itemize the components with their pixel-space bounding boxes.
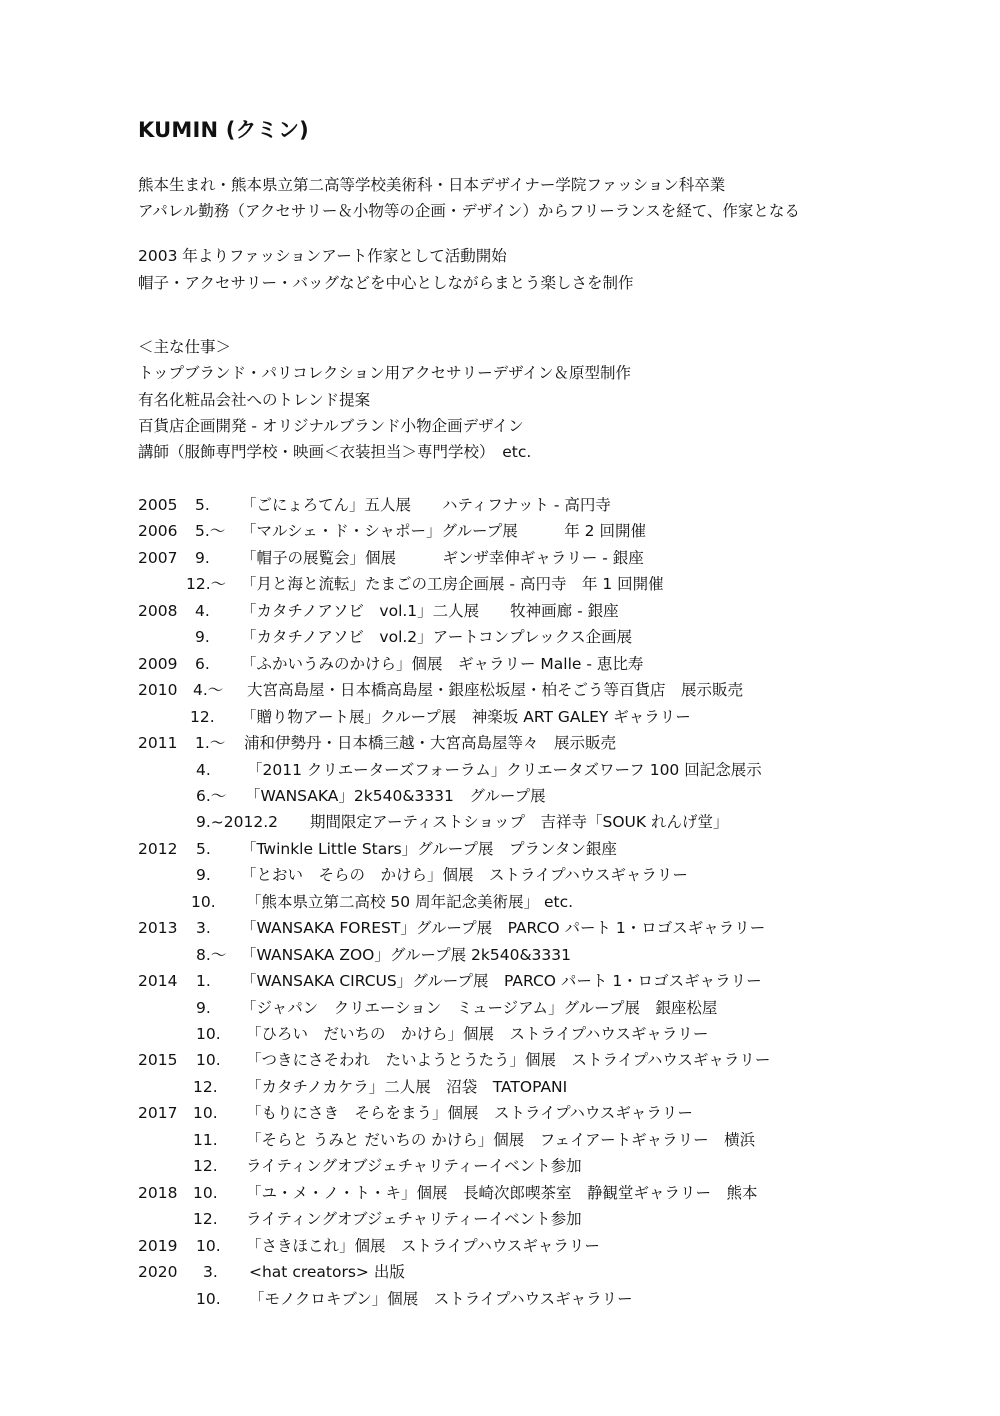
history-year: 2020 xyxy=(138,1263,178,1282)
history-month: 11. xyxy=(193,1130,218,1149)
history-event: 「月と海と流転」たまごの工房企画展 - 高円寺 年 1 回開催 xyxy=(241,575,664,594)
history-year: 2014 xyxy=(138,972,178,991)
history-month: 12. xyxy=(193,1210,218,1229)
works-item: 有名化粧品会社へのトレンド提案 xyxy=(138,391,371,409)
history-year: 2010 xyxy=(138,681,178,700)
history-row xyxy=(0,545,1000,571)
history-row xyxy=(0,677,1000,703)
history-event: 「モノクロキブン」個展 ストライプハウスギャラリー xyxy=(249,1289,633,1308)
history-month: 10. xyxy=(196,1051,221,1070)
history-year: 2007 xyxy=(138,548,178,567)
history-event: 「カタチノカケラ」二人展 沼袋 TATOPANI xyxy=(246,1077,568,1096)
history-year: 2019 xyxy=(138,1236,178,1255)
history-event: 「マルシェ・ド・シャポー」グループ展 年 2 回開催 xyxy=(241,522,646,541)
history-event: 「ふかいうみのかけら」個展 ギャラリー Malle - 恵比寿 xyxy=(241,654,644,673)
history-event: <hat creators> 出版 xyxy=(249,1263,405,1282)
history-month: 9. xyxy=(195,628,210,647)
history-month: 5. xyxy=(196,839,211,858)
history-row xyxy=(0,836,1000,862)
intro-line: アパレル勤務（アクセサリー＆小物等の企画・デザイン）からフリーランスを経て、作家となる xyxy=(138,202,800,220)
history-month: 10. xyxy=(196,1025,221,1043)
works-heading: ＜主な仕事＞ xyxy=(138,338,232,356)
history-row xyxy=(0,942,1000,968)
history-month: 12. xyxy=(190,707,215,726)
history-month: 6.～ xyxy=(196,786,227,805)
history-month: 10. xyxy=(196,1236,221,1255)
history-event: 「カタチノアソビ vol.2」アートコンプレックス企画展 xyxy=(241,628,633,647)
history-event: 「さきほこれ」個展 ストライプハウスギャラリー xyxy=(246,1236,600,1255)
history-month: 12. xyxy=(193,1077,218,1096)
history-event: ライティングオブジェチャリティーイベント参加 xyxy=(246,1210,582,1229)
history-month: 12. xyxy=(193,1157,218,1176)
history-month: 10. xyxy=(193,1104,218,1123)
history-row xyxy=(0,1074,1000,1100)
page-title: KUMIN (クミン) xyxy=(138,118,309,142)
history-event: 「Twinkle Little Stars」グループ展 プランタン銀座 xyxy=(241,839,617,858)
works-item: トップブランド・パリコレクション用アクセサリーデザイン＆原型制作 xyxy=(138,364,632,382)
history-event: 「熊本県立第二高校 50 周年記念美術展」 etc. xyxy=(246,892,574,911)
history-event: 「WANSAKA FOREST」グループ展 PARCO パート 1・ロゴスギャラリー xyxy=(241,919,766,938)
activity-line: 2003 年よりファッションアート作家として活動開始 xyxy=(138,247,507,265)
history-month: 8.～ xyxy=(196,945,227,964)
history-row xyxy=(0,1047,1000,1073)
history-row xyxy=(0,809,1000,835)
activity-line: 帽子・アクセサリー・バッグなどを中心としながらまとう楽しさを制作 xyxy=(138,274,634,292)
history-row xyxy=(0,651,1000,677)
history-row xyxy=(0,492,1000,518)
history-month: 9. xyxy=(195,548,210,567)
history-row xyxy=(0,889,1000,915)
history-event: ライティングオブジェチャリティーイベント参加 xyxy=(246,1157,582,1176)
history-event: 「WANSAKA」2k540&3331 グループ展 xyxy=(245,786,546,805)
history-year: 2011 xyxy=(138,734,178,753)
history-month: 9.~2012.2 xyxy=(196,813,279,832)
history-year: 2008 xyxy=(138,601,178,620)
history-row xyxy=(0,1180,1000,1206)
history-row xyxy=(0,624,1000,650)
history-event: 「もりにさき そらをまう」個展 ストライプハウスギャラリー xyxy=(246,1104,693,1123)
history-row xyxy=(0,1153,1000,1179)
history-event: 「帽子の展覧会」個展 ギンザ幸伸ギャラリー - 銀座 xyxy=(241,548,644,567)
history-row xyxy=(0,730,1000,756)
history-year: 2013 xyxy=(138,919,178,938)
history-event: 「ごにょろてん」五人展 ハティフナット - 高円寺 xyxy=(241,496,611,514)
history-row xyxy=(0,1127,1000,1153)
history-month: 3. xyxy=(203,1263,218,1282)
history-row xyxy=(0,1021,1000,1047)
history-row xyxy=(0,1259,1000,1285)
history-month: 9. xyxy=(196,866,211,885)
history-event: 浦和伊勢丹・日本橋三越・大宮高島屋等々 展示販売 xyxy=(244,734,617,753)
history-month: 4. xyxy=(195,601,210,620)
history-row xyxy=(0,757,1000,783)
history-month: 1. xyxy=(196,972,211,991)
history-month: 12.～ xyxy=(186,575,227,594)
history-row xyxy=(0,704,1000,730)
history-month: 5.～ xyxy=(195,522,226,541)
history-month: 4. xyxy=(196,760,211,779)
history-event: 「つきにさそわれ たいようとうたう」個展 ストライプハウスギャラリー xyxy=(246,1051,771,1070)
history-row xyxy=(0,1100,1000,1126)
history-event: 期間限定アーティストショップ 吉祥寺「SOUK れんげ堂」 xyxy=(310,813,729,832)
history-event: 大宮高島屋・日本橋高島屋・銀座松坂屋・柏そごう等百貨店 展示販売 xyxy=(247,681,744,700)
history-month: 6. xyxy=(195,654,210,673)
history-event: 「とおい そらの かけら」個展 ストライプハウスギャラリー xyxy=(241,866,688,885)
history-year: 2009 xyxy=(138,654,178,673)
history-event: 「2011 クリエーターズフォーラム」クリエータズワーフ 100 回記念展示 xyxy=(247,760,762,779)
history-row xyxy=(0,1206,1000,1232)
history-month: 4.～ xyxy=(193,681,224,700)
history-year: 2018 xyxy=(138,1183,178,1202)
history-row xyxy=(0,598,1000,624)
history-row xyxy=(0,518,1000,544)
history-row xyxy=(0,995,1000,1021)
works-item: 百貨店企画開発 - オリジナルブランド小物企画デザイン xyxy=(138,417,524,435)
history-month: 10. xyxy=(193,1183,218,1202)
history-event: 「カタチノアソビ vol.1」二人展 牧神画廊 - 銀座 xyxy=(241,601,619,620)
history-event: 「ユ・メ・ノ・ト・キ」個展 長崎次郎喫茶室 静観堂ギャラリー 熊本 xyxy=(246,1183,758,1202)
history-year: 2012 xyxy=(138,839,178,858)
history-event: 「WANSAKA ZOO」グループ展 2k540&3331 xyxy=(241,945,571,964)
history-year: 2005 xyxy=(138,496,178,514)
history-row xyxy=(0,783,1000,809)
history-event: 「贈り物アート展」クループ展 神楽坂 ART GALEY ギャラリー xyxy=(241,707,691,726)
history-row xyxy=(0,571,1000,597)
works-item: 講師（服飾専門学校・映画＜衣装担当＞専門学校） etc. xyxy=(138,443,532,461)
history-year: 2006 xyxy=(138,522,178,541)
history-event: 「ジャパン クリエーション ミュージアム」グループ展 銀座松屋 xyxy=(241,998,718,1017)
history-year: 2015 xyxy=(138,1051,178,1070)
intro-line: 熊本生まれ・熊本県立第二高等学校美術科・日本デザイナー学院ファッション科卒業 xyxy=(138,176,726,194)
history-event: 「WANSAKA CIRCUS」グループ展 PARCO パート 1・ロゴスギャラリー xyxy=(241,972,762,991)
history-row xyxy=(0,1233,1000,1259)
history-month: 10. xyxy=(191,892,216,911)
history-row xyxy=(0,968,1000,994)
history-year: 2017 xyxy=(138,1104,178,1123)
history-month: 10. xyxy=(196,1289,221,1308)
history-event: 「ひろい だいちの かけら」個展 ストライプハウスギャラリー xyxy=(246,1025,709,1043)
history-event: 「そらと うみと だいちの かけら」個展 フェイアートギャラリー 横浜 xyxy=(246,1130,756,1149)
history-row xyxy=(0,915,1000,941)
history-row xyxy=(0,1286,1000,1312)
history-month: 5. xyxy=(195,496,210,514)
history-row xyxy=(0,862,1000,888)
history-month: 1.～ xyxy=(195,734,226,753)
history-month: 3. xyxy=(196,919,211,938)
history-month: 9. xyxy=(196,998,211,1017)
